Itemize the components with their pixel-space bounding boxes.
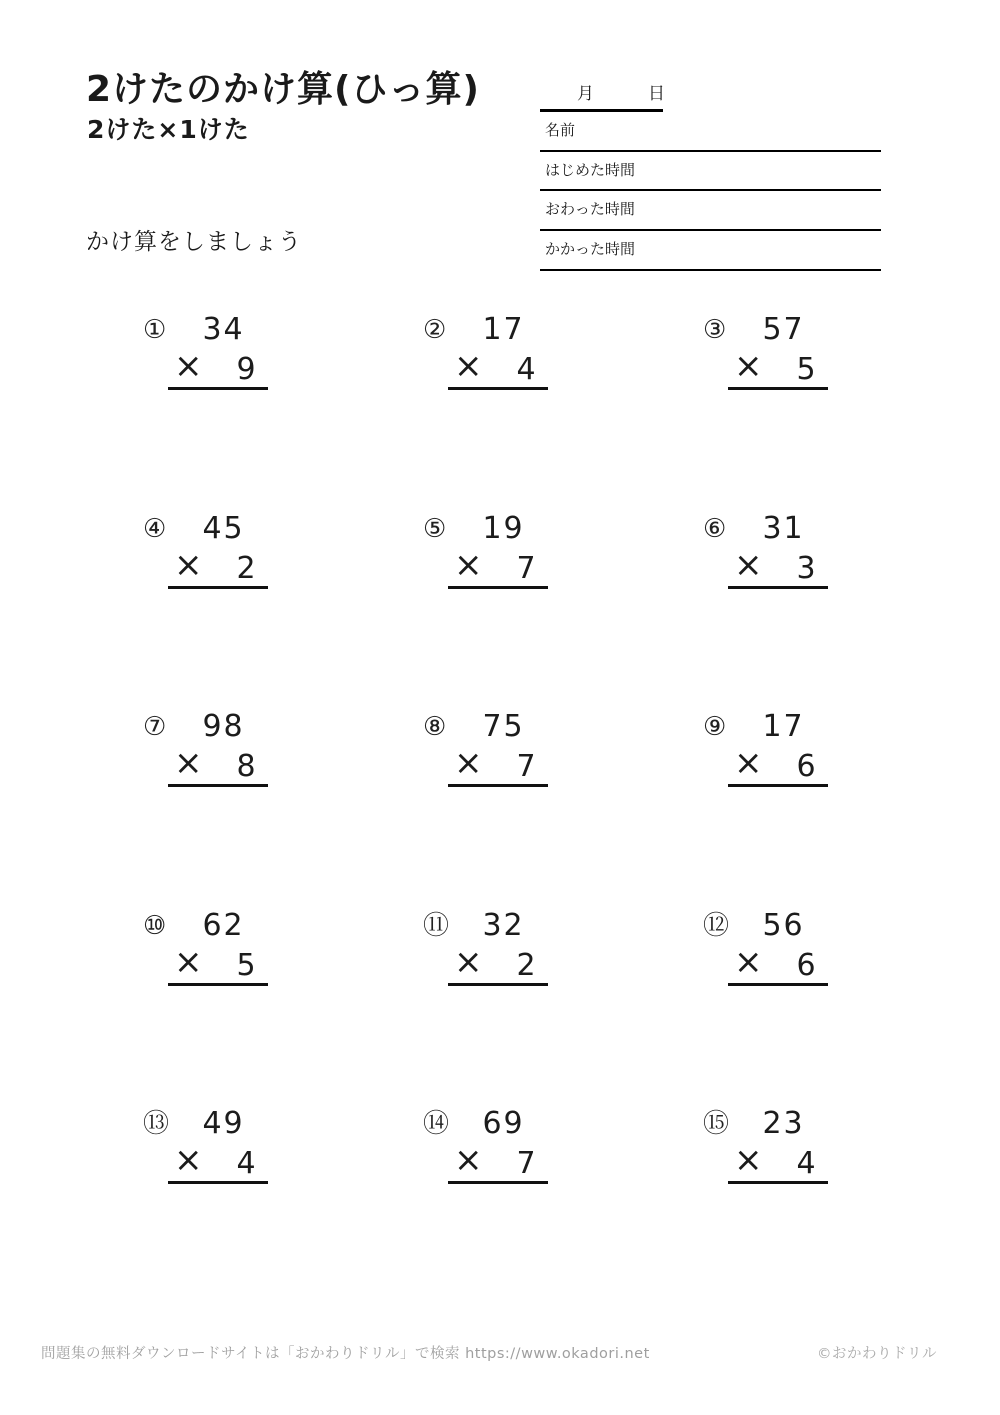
start-time-field-row (540, 152, 881, 192)
problem-number-badge: ⑭ (423, 1109, 450, 1139)
answer-line (448, 387, 548, 390)
date-row (540, 78, 663, 112)
name-field-label: 名前 (545, 121, 576, 139)
multiplicand-ones-digit: 2 (503, 907, 523, 943)
answer-line (168, 784, 268, 787)
answer-line (168, 983, 268, 986)
multiply-sign: × (734, 743, 763, 783)
answer-line (168, 387, 268, 390)
multiplication-problem (143, 907, 275, 994)
answer-line (448, 983, 548, 986)
multiply-sign: × (734, 544, 763, 585)
multiplier-digit: 7 (516, 749, 536, 784)
multiplier-digit: 9 (236, 352, 256, 387)
multiply-sign: × (454, 544, 483, 585)
multiply-sign: × (174, 941, 203, 982)
multiplicand-tens-digit: 6 (202, 907, 222, 943)
problem-number-badge: ⑤ (423, 513, 447, 544)
multiplication-problem (703, 907, 835, 994)
answer-line (728, 784, 828, 787)
end-time-field-row (540, 191, 881, 231)
page-title: 2けたのかけ算(ひっ算) (86, 69, 480, 110)
multiplication-problem (143, 510, 275, 597)
multiplicand-ones-digit: 2 (223, 907, 243, 943)
multiplication-problem (423, 510, 555, 597)
multiplicand-ones-digit: 3 (783, 1106, 803, 1141)
elapsed-time-field-row (540, 231, 881, 271)
multiplicand-ones-digit: 6 (783, 907, 803, 943)
problem-number-badge: ⑬ (143, 1109, 170, 1139)
answer-line (168, 586, 268, 589)
multiplicand-ones-digit: 8 (223, 709, 243, 744)
day-label: 日 (648, 84, 665, 104)
multiplicand-ones-digit: 7 (783, 312, 803, 347)
multiply-sign: × (174, 743, 203, 783)
multiplier-digit: 4 (796, 1146, 816, 1181)
multiplication-problem (423, 312, 555, 398)
footer-site-credit: 問題集の無料ダウンロードサイトは「おかわりドリル」で検索 https://www.okadori.net (41, 1346, 650, 1362)
multiplicand-tens-digit: 1 (482, 510, 502, 546)
multiply-sign: × (174, 544, 203, 585)
multiplicand-tens-digit: 7 (482, 709, 502, 744)
problem-number-badge: ⑩ (143, 910, 167, 941)
name-field-row (540, 112, 881, 152)
multiplicand-tens-digit: 4 (202, 1106, 222, 1141)
multiplicand-ones-digit: 7 (783, 709, 803, 744)
multiply-sign: × (454, 1140, 483, 1180)
multiply-sign: × (734, 1140, 763, 1180)
elapsed-time-field-label: かかった時間 (545, 240, 636, 259)
multiplier-digit: 5 (796, 352, 816, 387)
multiplier-digit: 2 (236, 550, 256, 586)
problem-number-badge: ④ (143, 513, 167, 544)
answer-line (448, 1181, 548, 1184)
multiplicand-ones-digit: 5 (503, 709, 523, 744)
multiplicand-tens-digit: 1 (482, 312, 502, 347)
problem-number-badge: ③ (703, 315, 727, 345)
multiplication-problem (703, 1106, 835, 1192)
student-info-box (540, 78, 881, 271)
multiplicand-tens-digit: 2 (762, 1106, 782, 1141)
multiplication-problem (703, 312, 835, 398)
footer-copyright: ©おかわりドリル (817, 1346, 937, 1362)
problem-number-badge: ⑥ (703, 513, 727, 544)
answer-line (448, 784, 548, 787)
end-time-field-label: おわった時間 (545, 200, 635, 219)
page-subtitle: 2けた×1けた (87, 115, 250, 144)
multiplication-problem (423, 1106, 555, 1192)
multiplicand-tens-digit: 3 (202, 312, 222, 347)
answer-line (728, 586, 828, 589)
multiplication-problem (703, 510, 835, 597)
multiplicand-tens-digit: 9 (202, 709, 222, 744)
answer-line (728, 387, 828, 390)
problem-number-badge: ⑪ (423, 910, 450, 941)
answer-line (168, 1181, 268, 1184)
multiply-sign: × (174, 1140, 203, 1180)
problems-grid (143, 312, 943, 1198)
multiplicand-tens-digit: 3 (762, 510, 782, 546)
multiplier-digit: 7 (516, 1146, 536, 1181)
problem-number-badge: ⑫ (703, 910, 730, 941)
multiply-sign: × (734, 941, 763, 982)
multiplicand-tens-digit: 6 (482, 1106, 502, 1141)
problem-number-badge: ⑦ (143, 712, 167, 742)
multiplicand-ones-digit: 1 (783, 510, 803, 546)
problem-number-badge: ⑨ (703, 712, 727, 742)
multiplication-problem (423, 907, 555, 994)
multiplicand-tens-digit: 5 (762, 907, 782, 943)
instruction-text: かけ算をしましょう (86, 229, 302, 255)
problem-number-badge: ⑧ (423, 712, 447, 742)
multiplication-problem (423, 709, 555, 795)
month-label: 月 (577, 84, 594, 104)
multiplier-digit: 2 (516, 947, 536, 983)
multiplicand-ones-digit: 9 (503, 1106, 523, 1141)
multiply-sign: × (734, 346, 763, 386)
multiplicand-ones-digit: 9 (223, 1106, 243, 1141)
problem-number-badge: ⑮ (703, 1109, 730, 1139)
multiplication-problem (143, 312, 275, 398)
multiplier-digit: 6 (796, 947, 816, 983)
multiplicand-tens-digit: 5 (762, 312, 782, 347)
multiplier-digit: 7 (516, 550, 536, 586)
multiplicand-ones-digit: 7 (503, 312, 523, 347)
multiplier-digit: 4 (516, 352, 536, 387)
problem-number-badge: ① (143, 315, 167, 345)
multiplicand-tens-digit: 4 (202, 510, 222, 546)
multiplication-problem (143, 709, 275, 795)
multiplier-digit: 6 (796, 749, 816, 784)
multiplicand-ones-digit: 9 (503, 510, 523, 546)
multiplication-problem (703, 709, 835, 795)
multiplier-digit: 3 (796, 550, 816, 586)
answer-line (728, 1181, 828, 1184)
answer-line (728, 983, 828, 986)
multiplicand-ones-digit: 5 (223, 510, 243, 546)
multiply-sign: × (454, 346, 483, 386)
start-time-field-label: はじめた時間 (545, 160, 636, 179)
multiplier-digit: 4 (236, 1146, 256, 1181)
multiplicand-tens-digit: 3 (482, 907, 502, 943)
answer-line (448, 586, 548, 589)
multiply-sign: × (454, 743, 483, 783)
multiplier-digit: 8 (236, 749, 256, 784)
multiplication-problem (143, 1106, 275, 1192)
multiplicand-ones-digit: 4 (223, 312, 243, 347)
multiplier-digit: 5 (236, 947, 256, 983)
multiply-sign: × (174, 346, 203, 386)
multiplicand-tens-digit: 1 (762, 709, 782, 744)
problem-number-badge: ② (423, 315, 447, 345)
multiply-sign: × (454, 941, 483, 982)
